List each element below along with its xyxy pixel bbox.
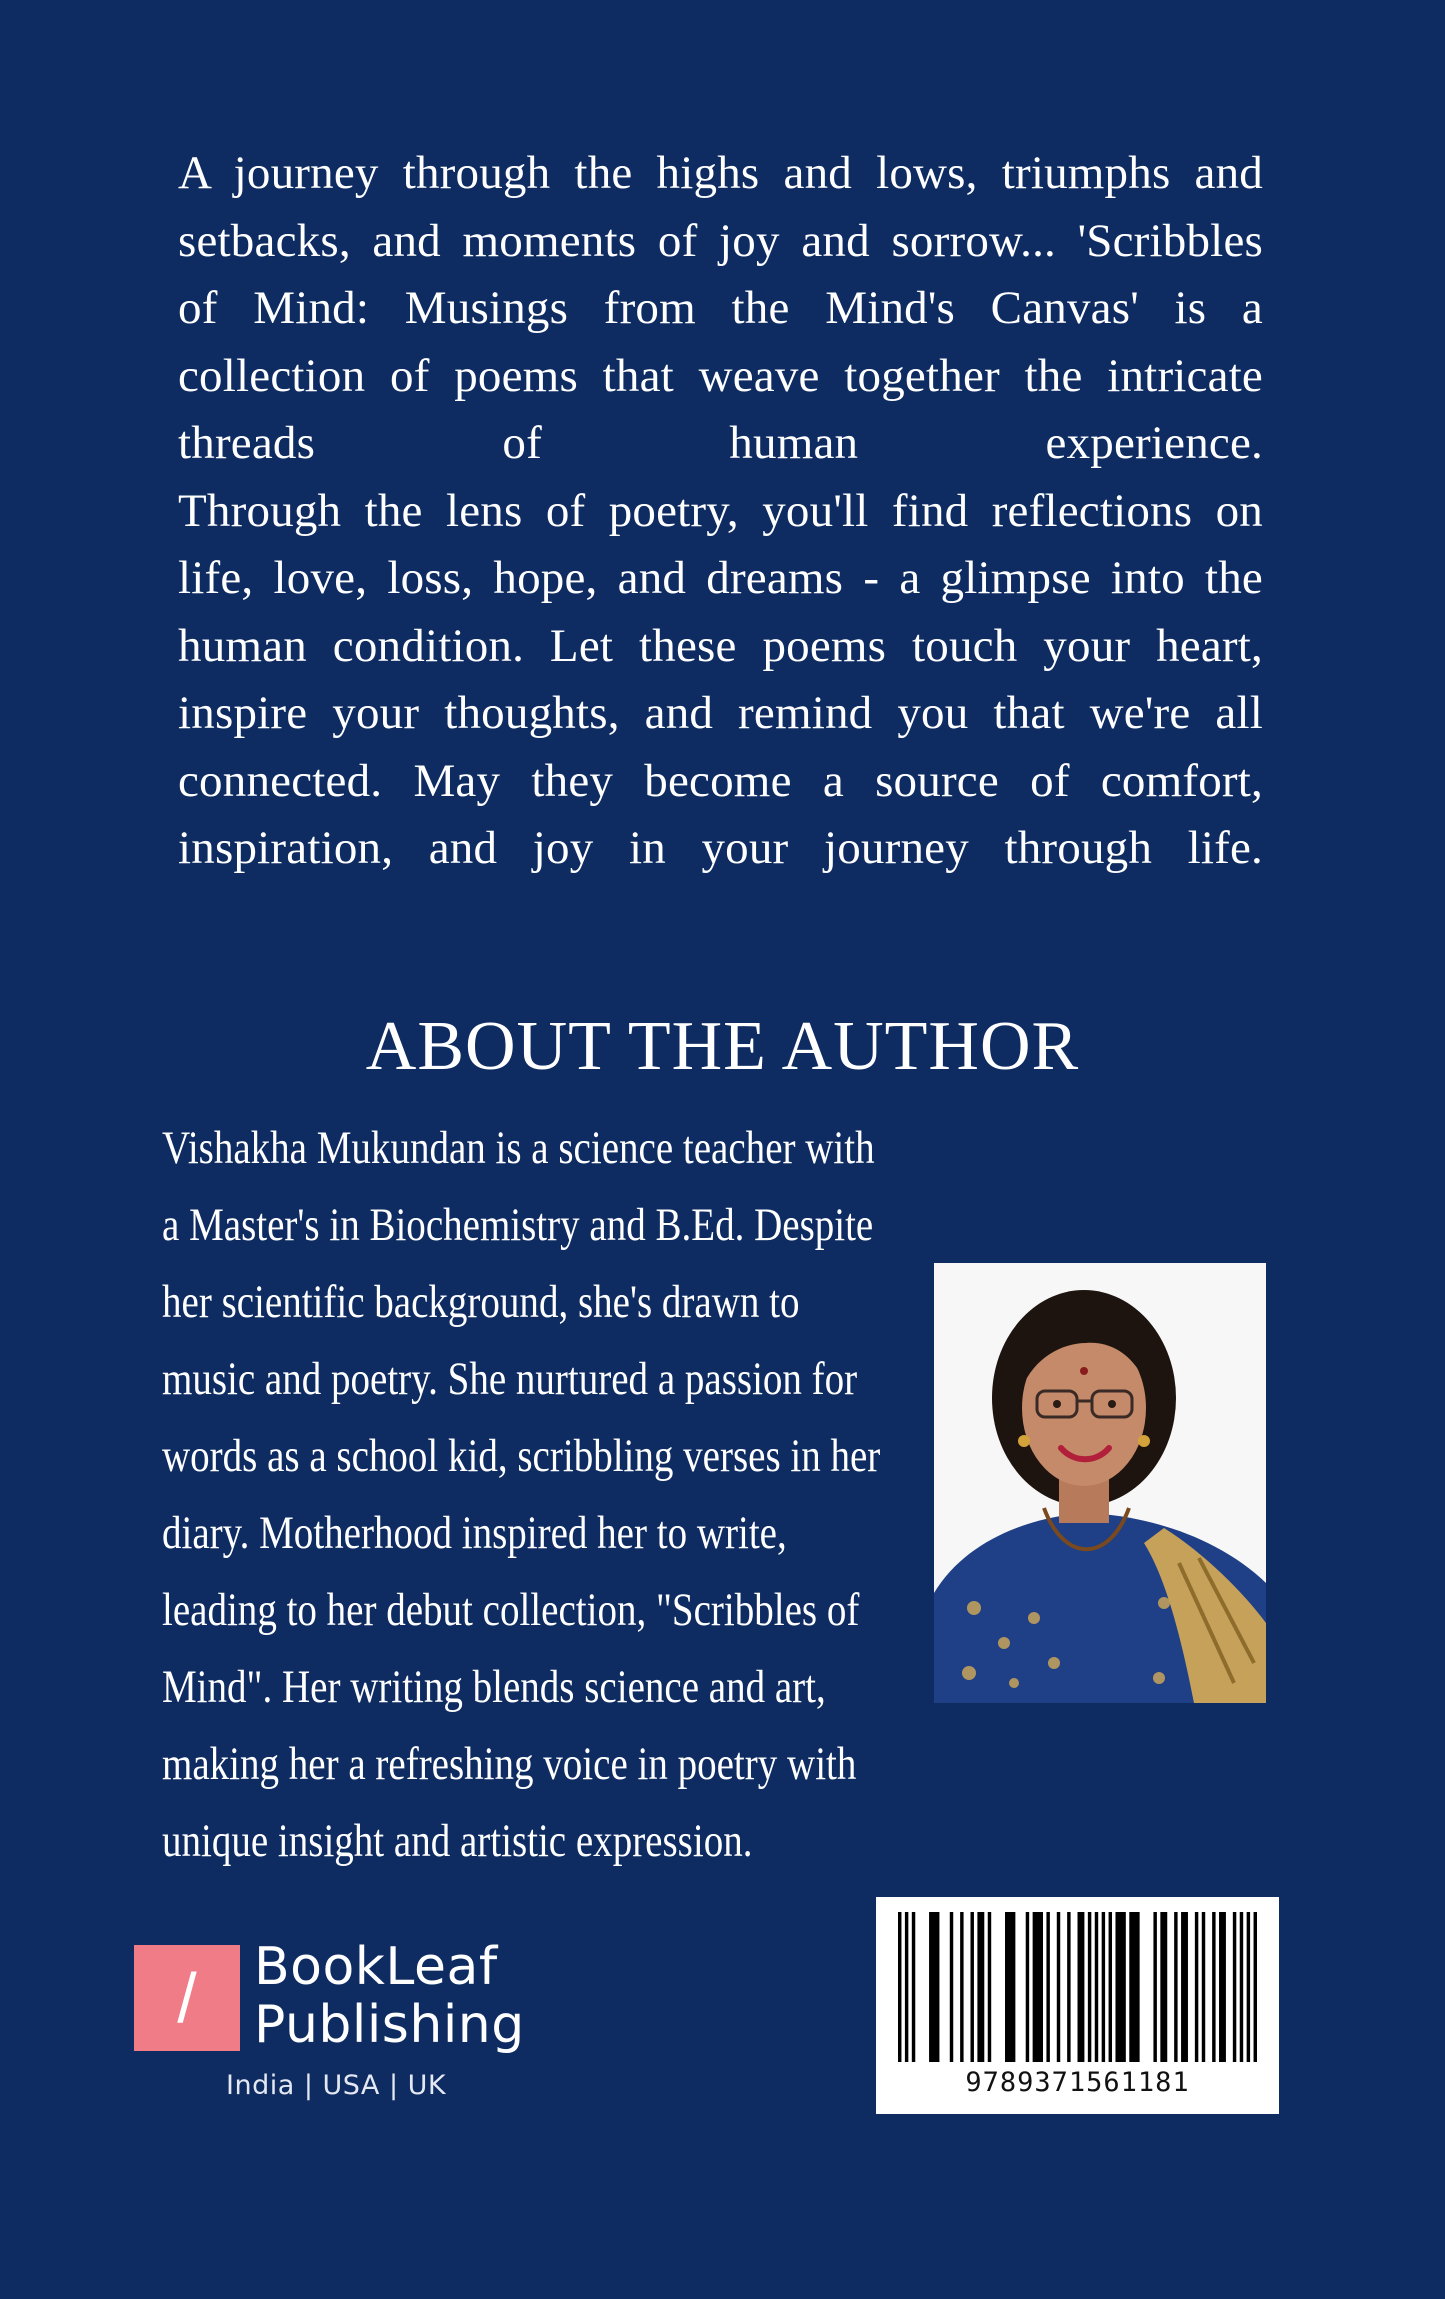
bio-line: making her a refreshing voice in poetry with [162, 1738, 857, 1790]
isbn-number: 9789371561181 [965, 2067, 1190, 2098]
barcode-bar [1219, 1912, 1226, 2062]
author-photo [934, 1263, 1266, 1703]
barcode-bar [950, 1912, 953, 2062]
blurb-line: human condition. Let these poems touch your heart, [178, 619, 1263, 672]
bio-line: leading to her debut collection, "Scribbles of [162, 1584, 860, 1636]
barcode-bar [988, 1912, 991, 2062]
blurb-line: Through the lens of poetry, you'll find reflections on [178, 484, 1263, 537]
bio-line: her scientific background, she's drawn to [162, 1276, 800, 1328]
barcode-bar [1153, 1912, 1156, 2062]
barcode-bar [1254, 1912, 1257, 2062]
barcode-bar [929, 1912, 939, 2062]
publisher-name-line2: Publishing [254, 1995, 525, 2055]
barcode-bar [977, 1912, 984, 2062]
publisher-name-line1: BookLeaf [254, 1937, 498, 1997]
blurb-line: of Mind: Musings from the Mind's Canvas' is a [178, 282, 1263, 334]
barcode-bar [1115, 1912, 1125, 2062]
blurb-line: threads of human experience. [178, 417, 1263, 469]
barcode-bars-icon [898, 1912, 1257, 2062]
barcode-bar [1067, 1912, 1070, 2062]
barcode-bar [1195, 1912, 1198, 2062]
barcode-bar [1212, 1912, 1215, 2062]
barcode-bar [1109, 1912, 1112, 2062]
barcode-bar [1078, 1912, 1085, 2062]
barcode-bar [1033, 1912, 1043, 2062]
barcode-bar [905, 1912, 908, 2062]
barcode-bar [1202, 1912, 1205, 2062]
barcode-bar [1129, 1912, 1139, 2062]
blurb-line: setbacks, and moments of joy and sorrow... 'Scribbles [178, 214, 1263, 267]
barcode-bar [1247, 1912, 1250, 2062]
blurb-line: collection of poems that weave together the intricate [178, 349, 1263, 402]
barcode-bar [1088, 1912, 1091, 2062]
blurb-line: connected. May they become a source of comfort, [178, 754, 1263, 807]
author-bio [162, 1110, 942, 1880]
bio-line: music and poetry. She nurtured a passion for [162, 1353, 858, 1405]
bio-line: Mind". Her writing blends science and art, [162, 1661, 826, 1713]
blurb-line: inspiration, and joy in your journey through life. [178, 822, 1263, 874]
publisher-name [254, 1938, 525, 2054]
barcode-bar [1240, 1912, 1243, 2062]
isbn-barcode [876, 1897, 1279, 2114]
blurb-line: A journey through the highs and lows, triumphs and [178, 147, 1263, 199]
bio-line: unique insight and artistic expression. [162, 1815, 753, 1867]
bio-line: diary. Motherhood inspired her to write, [162, 1507, 787, 1559]
barcode-bar [1233, 1912, 1236, 2062]
about-author-heading: ABOUT THE AUTHOR [365, 1008, 1080, 1085]
barcode-bar [1026, 1912, 1029, 2062]
barcode-bar [1046, 1912, 1049, 2062]
back-cover-blurb [178, 140, 1263, 883]
barcode-bar [1174, 1912, 1177, 2062]
blurb-line: life, love, loss, hope, and dreams - a glimpse into the [178, 552, 1263, 604]
barcode-bar [1102, 1912, 1105, 2062]
barcode-bar [1181, 1912, 1188, 2062]
bio-line: a Master's in Biochemistry and B.Ed. Despite [162, 1199, 874, 1251]
barcode-bar [1095, 1912, 1098, 2062]
publisher-countries: India | USA | UK [226, 2070, 447, 2101]
slash-icon: / [177, 1959, 197, 2037]
publisher-logo-mark [134, 1945, 240, 2051]
author-portrait-illustration [934, 1263, 1266, 1703]
barcode-bar [898, 1912, 901, 2062]
bio-line: words as a school kid, scribbling verses in her [162, 1430, 881, 1482]
barcode-bar [1005, 1912, 1015, 2062]
barcode-bar [1160, 1912, 1167, 2062]
barcode-bar [912, 1912, 915, 2062]
barcode-bar [960, 1912, 963, 2062]
barcode-bar [970, 1912, 973, 2062]
blurb-line: inspire your thoughts, and remind you that we're all [178, 687, 1263, 739]
bio-line: Vishakha Mukundan is a science teacher with [162, 1122, 875, 1174]
barcode-bar [1057, 1912, 1060, 2062]
